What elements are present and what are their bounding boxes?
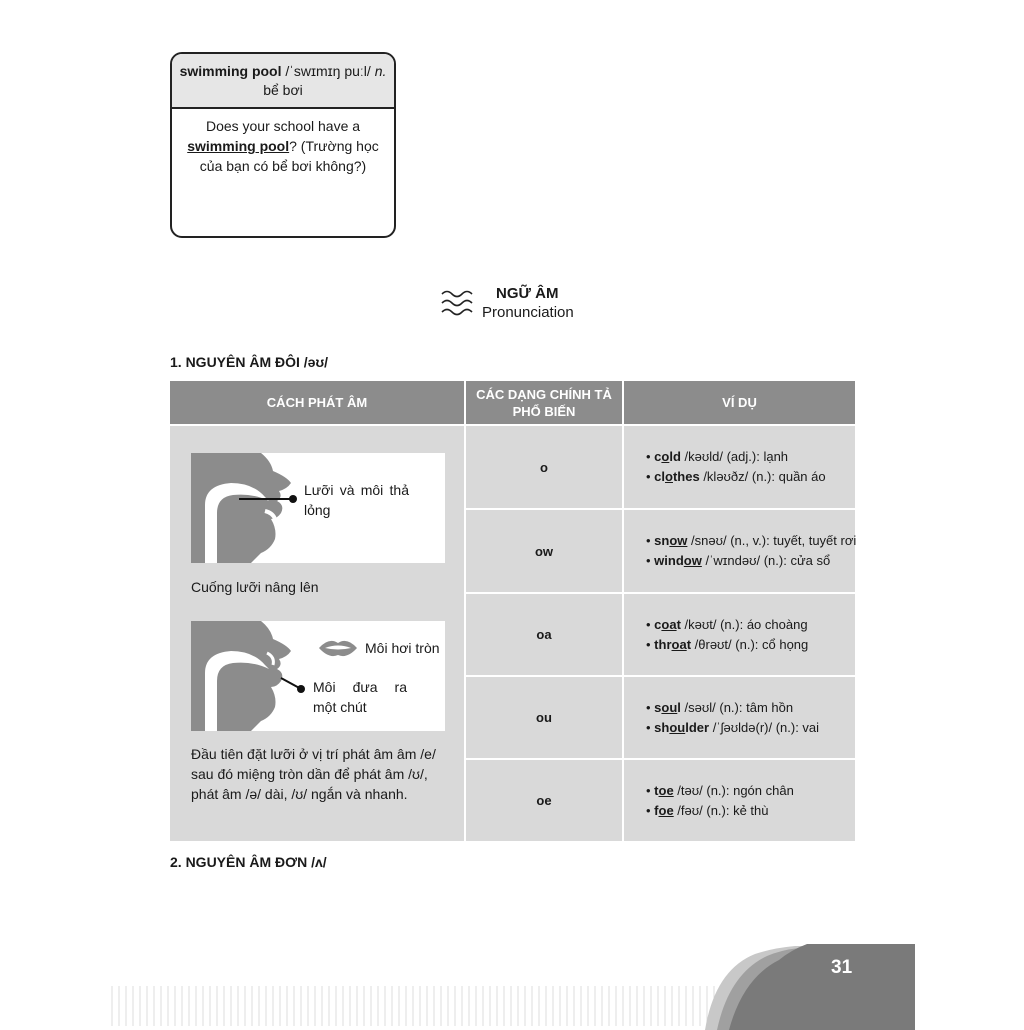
mouth-diagram-1 — [191, 453, 445, 563]
label-lips-forward: Môi đưa ra một chút — [313, 679, 407, 715]
word-part: t — [686, 636, 692, 652]
bullet-icon: • — [646, 699, 655, 715]
example-pre: Does your school have a — [205, 118, 361, 134]
wave-icon — [440, 288, 476, 318]
vocab-pos: n. — [374, 63, 387, 79]
example-post: ? (Trường học của bạn có bể bơi không?) — [199, 138, 379, 174]
vocab-phonetic: /ˈswɪmɪŋ puːl/ — [285, 63, 371, 79]
example-definition: /kləʊðz/ (n.): quần áo — [699, 469, 826, 484]
example-item — [646, 447, 855, 467]
vocab-card — [170, 52, 396, 238]
example-item — [646, 635, 855, 655]
pointer-line — [239, 493, 299, 505]
mouth-diagram-2 — [191, 621, 445, 731]
example-definition: /səʊl/ (n.): tâm hồn — [680, 699, 794, 715]
example-definition: /təʊ/ (n.): ngón chân — [673, 782, 794, 798]
label-tongue-lips: Lưỡi và môi thả lỏng — [304, 482, 409, 518]
example-item — [646, 531, 855, 551]
pronunciation-table — [170, 381, 855, 841]
word-highlight: ow — [669, 533, 688, 548]
bullet-icon: • — [646, 802, 655, 818]
word-highlight: ou — [661, 699, 678, 715]
footer-stripes — [108, 986, 728, 1026]
vocab-meaning: bể bơi — [263, 82, 303, 98]
example-cell — [624, 677, 855, 758]
mouth-profile-icon — [191, 453, 301, 563]
word-highlight: oa — [661, 616, 677, 632]
example-item — [646, 698, 855, 718]
word-part: wind — [654, 553, 684, 568]
heading-diphthong: 1. NGUYÊN ÂM ĐÔI /əʊ/ — [170, 354, 329, 370]
example-cell — [624, 426, 855, 508]
word-part: sn — [654, 533, 670, 548]
word-part: ld — [669, 449, 681, 464]
example-definition: /fəʊ/ (n.): kẻ thù — [673, 802, 769, 818]
example-word — [654, 637, 691, 652]
vocab-example — [172, 109, 394, 176]
section-title-sub: Pronunciation — [482, 304, 574, 321]
heading-monophthong: 2. NGUYÊN ÂM ĐƠN /ʌ/ — [170, 854, 327, 870]
header-spelling: CÁC DẠNG CHÍNH TẢ PHỔ BIẾN — [466, 381, 622, 424]
word-part: s — [654, 699, 662, 715]
page-number: 31 — [831, 957, 853, 978]
bullet-icon: • — [646, 533, 655, 548]
example-word — [654, 469, 700, 484]
vocab-term: swimming pool — [179, 63, 282, 79]
bullet-icon: • — [646, 469, 655, 484]
word-part: c — [654, 449, 662, 464]
word-part: t — [676, 616, 681, 632]
example-word — [654, 720, 709, 735]
spelling-cell: ou — [466, 677, 622, 758]
word-part: f — [654, 802, 659, 818]
pointer-line — [279, 676, 309, 696]
example-cell — [624, 594, 855, 675]
example-item — [646, 781, 855, 801]
example-definition: /snəʊ/ (n., v.): tuyết, tuyết rơi — [687, 533, 857, 548]
word-part: lder — [685, 719, 710, 735]
section-title-main: NGỮ ÂM — [496, 285, 559, 302]
header-method: CÁCH PHÁT ÂM — [170, 381, 464, 424]
spelling-cell: oe — [466, 760, 622, 841]
bullet-icon: • — [646, 719, 655, 735]
word-part: c — [654, 616, 662, 632]
example-item — [646, 718, 855, 738]
example-cell — [624, 760, 855, 841]
example-item — [646, 467, 855, 487]
bullet-icon: • — [646, 782, 655, 798]
bullet-icon: • — [646, 449, 655, 464]
word-part: l — [677, 699, 681, 715]
header-examples: VÍ DỤ — [624, 381, 855, 424]
spelling-cell: ow — [466, 510, 622, 592]
bullet-icon: • — [646, 553, 655, 568]
example-definition: /kəʊt/ (n.): áo choàng — [680, 616, 808, 632]
caption-tongue-root: Cuống lưỡi nâng lên — [191, 579, 319, 595]
word-highlight: oa — [671, 636, 687, 652]
spelling-cell: o — [466, 426, 622, 508]
example-definition: /ˈwɪndəʊ/ (n.): cửa sổ — [701, 553, 831, 568]
word-part: t — [654, 782, 659, 798]
example-word — [654, 617, 681, 632]
example-item — [646, 551, 855, 571]
example-word — [654, 553, 702, 568]
method-description: Đầu tiên đặt lưỡi ở vị trí phát âm âm /e/ sau đó miệng tròn dần để phát âm /ʊ/, phát âm /ə/ dài, /ʊ/ ngắn và nhanh. — [191, 746, 436, 802]
example-item — [646, 801, 855, 821]
example-definition: /θrəʊt/ (n.): cổ họng — [691, 636, 809, 652]
bullet-icon: • — [646, 636, 655, 652]
word-highlight: oe — [658, 782, 674, 798]
word-highlight: o — [665, 469, 673, 484]
example-word — [654, 449, 681, 464]
label-lips-round: Môi hơi tròn — [365, 640, 440, 656]
word-part: thes — [672, 469, 700, 484]
bullet-icon: • — [646, 616, 655, 632]
word-highlight: o — [661, 449, 670, 464]
rounded-lips-icon — [317, 637, 359, 659]
vocab-card-header — [172, 54, 394, 109]
word-highlight: oe — [658, 802, 674, 818]
example-term: swimming pool — [187, 138, 290, 154]
spelling-cell: oa — [466, 594, 622, 675]
method-cell — [170, 426, 464, 841]
example-word — [654, 803, 674, 818]
page-tab — [695, 940, 915, 1030]
word-part: sh — [654, 719, 670, 735]
example-item — [646, 615, 855, 635]
example-definition: /kəʊld/ (adj.): lạnh — [680, 449, 789, 464]
example-word — [654, 700, 681, 715]
word-highlight: ou — [669, 719, 686, 735]
example-word — [654, 783, 674, 798]
example-definition: /ˈʃəʊldə(r)/ (n.): vai — [709, 719, 820, 735]
example-cell — [624, 510, 855, 592]
word-highlight: ow — [683, 553, 702, 568]
word-part: cl — [654, 469, 666, 484]
example-word — [654, 533, 687, 548]
word-part: thr — [654, 636, 672, 652]
